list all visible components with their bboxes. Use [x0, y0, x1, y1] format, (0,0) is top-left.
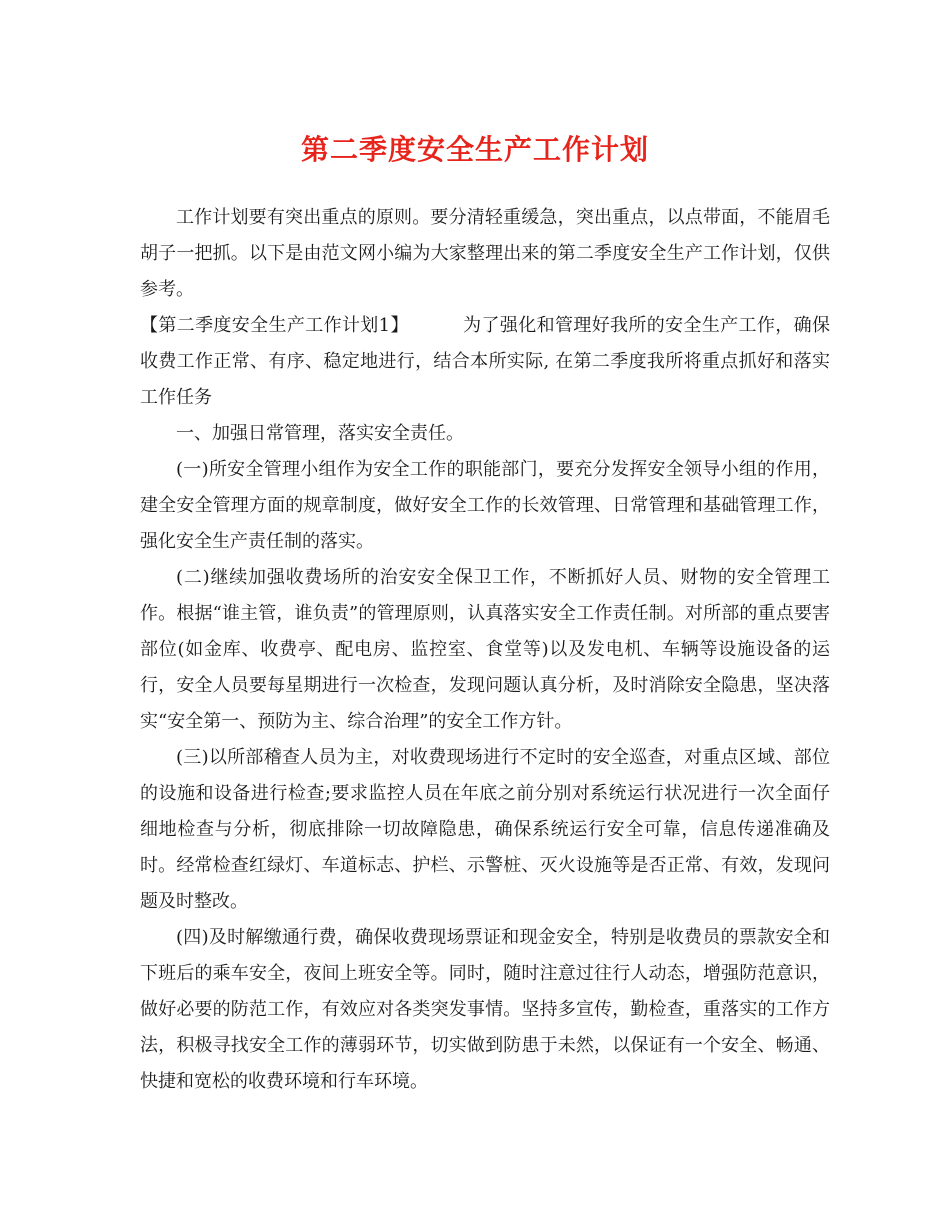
- item-paragraph-3: (三)以所部稽查人员为主，对收费现场进行不定时的安全巡查，对重点区域、部位的设施和设备进行检查;要求监控人员在年底之前分别对系统运行状况进行一次全面仔细地检查与分析，彻底排除一切故障隐患，确保系统运行安全可靠，信息传递准确及时。经常检查红绿灯、车道标志、护栏、示警桩、灭火设施等是否正常、有效，发现问题及时整改。: [140, 747, 830, 912]
- item-paragraph-2: (二)继续加强收费场所的治安安全保卫工作，不断抓好人员、财物的安全管理工作。根据“谁主管，谁负责”的管理原则，认真落实安全工作责任制。对所部的重点要害部位(如金库、收费亭、配电房、监控室、食堂等)以及发电机、车辆等设施设备的运行，安全人员要每星期进行一次检查，发现问题认真分析，及时消除安全隐患，坚决落实“安全第一、预防为主、综合治理”的安全工作方针。: [140, 567, 830, 732]
- point-one-heading: 一、加强日常管理，落实安全责任。: [176, 423, 464, 444]
- intro-paragraph: 工作计划要有突出重点的原则。要分清轻重缓急，突出重点，以点带面，不能眉毛胡子一把抓。以下是由范文网小编为大家整理出来的第二季度安全生产工作计划，仅供参考。: [140, 207, 830, 300]
- section-heading: 【第二季度安全生产工作计划1】: [140, 315, 409, 336]
- section-paragraph: [140, 308, 830, 416]
- item-paragraph-1: (一)所安全管理小组作为安全工作的职能部门，要充分发挥安全领导小组的作用，建全安全管理方面的规章制度，做好安全工作的长效管理、日常管理和基础管理工作，强化安全生产责任制的落实。: [140, 459, 830, 552]
- document-body: [140, 200, 830, 1100]
- document-title: 第二季度安全生产工作计划: [300, 133, 649, 166]
- section-intro: 为了强化和管理好我所的安全生产工作，确保收费工作正常、有序、稳定地进行，结合本所实际, 在第二季度我所将重点抓好和落实工作任务: [140, 315, 830, 408]
- item-paragraph-4: (四)及时解缴通行费，确保收费现场票证和现金安全，特别是收费员的票款安全和下班后的乘车安全，夜间上班安全等。同时，随时注意过往行人动态，增强防范意识，做好必要的防范工作，有效应对各类突发事情。坚持多宣传，勤检查，重落实的工作方法，积极寻找安全工作的薄弱环节，切实做到防患于未然，以保证有一个安全、畅通、快捷和宽松的收费环境和行车环境。: [140, 927, 830, 1092]
